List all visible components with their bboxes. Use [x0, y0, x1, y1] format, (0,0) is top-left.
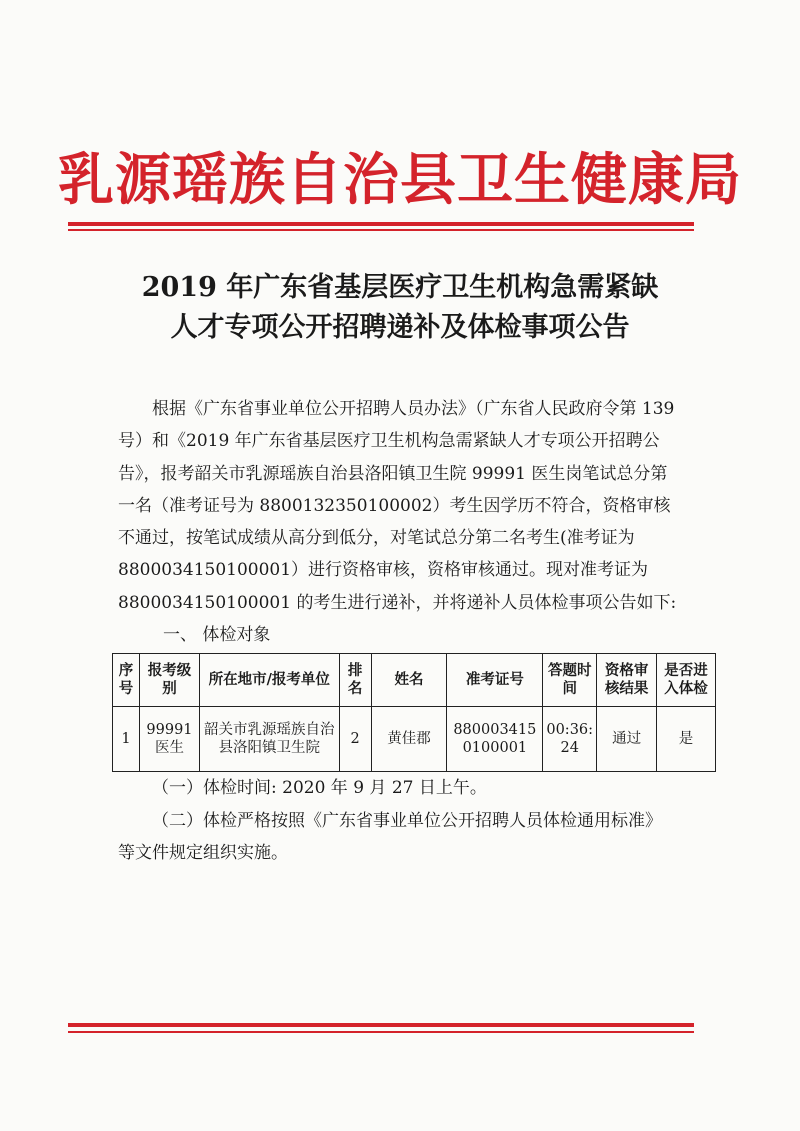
header-serial: 序号 — [113, 654, 140, 707]
table-row — [113, 707, 716, 772]
note-exam-standard: （二）体检严格按照《广东省事业单位公开招聘人员体检通用标准》等文件规定组织实施。 — [118, 810, 662, 863]
header-level: 报考级别 — [139, 654, 199, 707]
letterhead-rule-thick — [68, 222, 694, 226]
exam-candidate-table — [112, 653, 716, 772]
header-answer-time: 答题时间 — [543, 654, 597, 707]
letterhead-rule-thin — [68, 229, 694, 231]
cell-rank: 2 — [339, 707, 371, 772]
notice-title-line-2: 人才专项公开招聘递补及体检事项公告 — [170, 312, 630, 343]
cell-answer-time: 00:36:24 — [543, 707, 597, 772]
table-header-row — [113, 654, 716, 707]
section-heading-exam-subjects: 一、 体检对象 — [163, 625, 271, 646]
cell-unit: 韶关市乳源瑶族自治县洛阳镇卫生院 — [199, 707, 339, 772]
header-name: 姓名 — [371, 654, 447, 707]
cell-name: 黄佳郡 — [371, 707, 447, 772]
footer-rule-thin — [68, 1031, 694, 1033]
header-unit: 所在地市/报考单位 — [199, 654, 339, 707]
cell-ticket-no: 8800034150100001 — [447, 707, 543, 772]
cell-level: 99991医生 — [139, 707, 199, 772]
header-review-result: 资格审核结果 — [597, 654, 657, 707]
notice-body — [118, 393, 708, 869]
header-physical-exam: 是否进入体检 — [657, 654, 716, 707]
note-exam-time: （一）体检时间: 2020 年 9 月 27 日上午。 — [152, 778, 487, 799]
cell-serial: 1 — [113, 707, 140, 772]
notice-title — [0, 268, 800, 348]
notice-title-line-1: 2019 年广东省基层医疗卫生机构急需紧缺 — [141, 272, 659, 303]
header-ticket-no: 准考证号 — [447, 654, 543, 707]
header-rank: 排名 — [339, 654, 371, 707]
cell-physical-exam: 是 — [657, 707, 716, 772]
body-paragraph: 根据《广东省事业单位公开招聘人员办法》（广东省人民政府令第 139 号）和《2019 年广东省基层医疗卫生机构急需紧缺人才专项公开招聘公告》，报考韶关市乳源瑶族自治县洛阳镇卫生院 99991 医生岗笔试总分第一名（准考证号为 8800132350100002）考生因学历不符合，资格审核不通过，按笔试成绩从高分到低分，对笔试总分第二名考生(准考证为 8800034150100001）进行资格审核，资格审核通过。现对准考证为 8800034150100001 的考生进行递补，并将递补人员体检事项公告如下: — [118, 399, 677, 613]
letterhead-org-name: 乳源瑶族自治县卫生健康局 — [58, 148, 742, 213]
cell-review-result: 通过 — [597, 707, 657, 772]
footer-rule-thick — [68, 1023, 694, 1027]
